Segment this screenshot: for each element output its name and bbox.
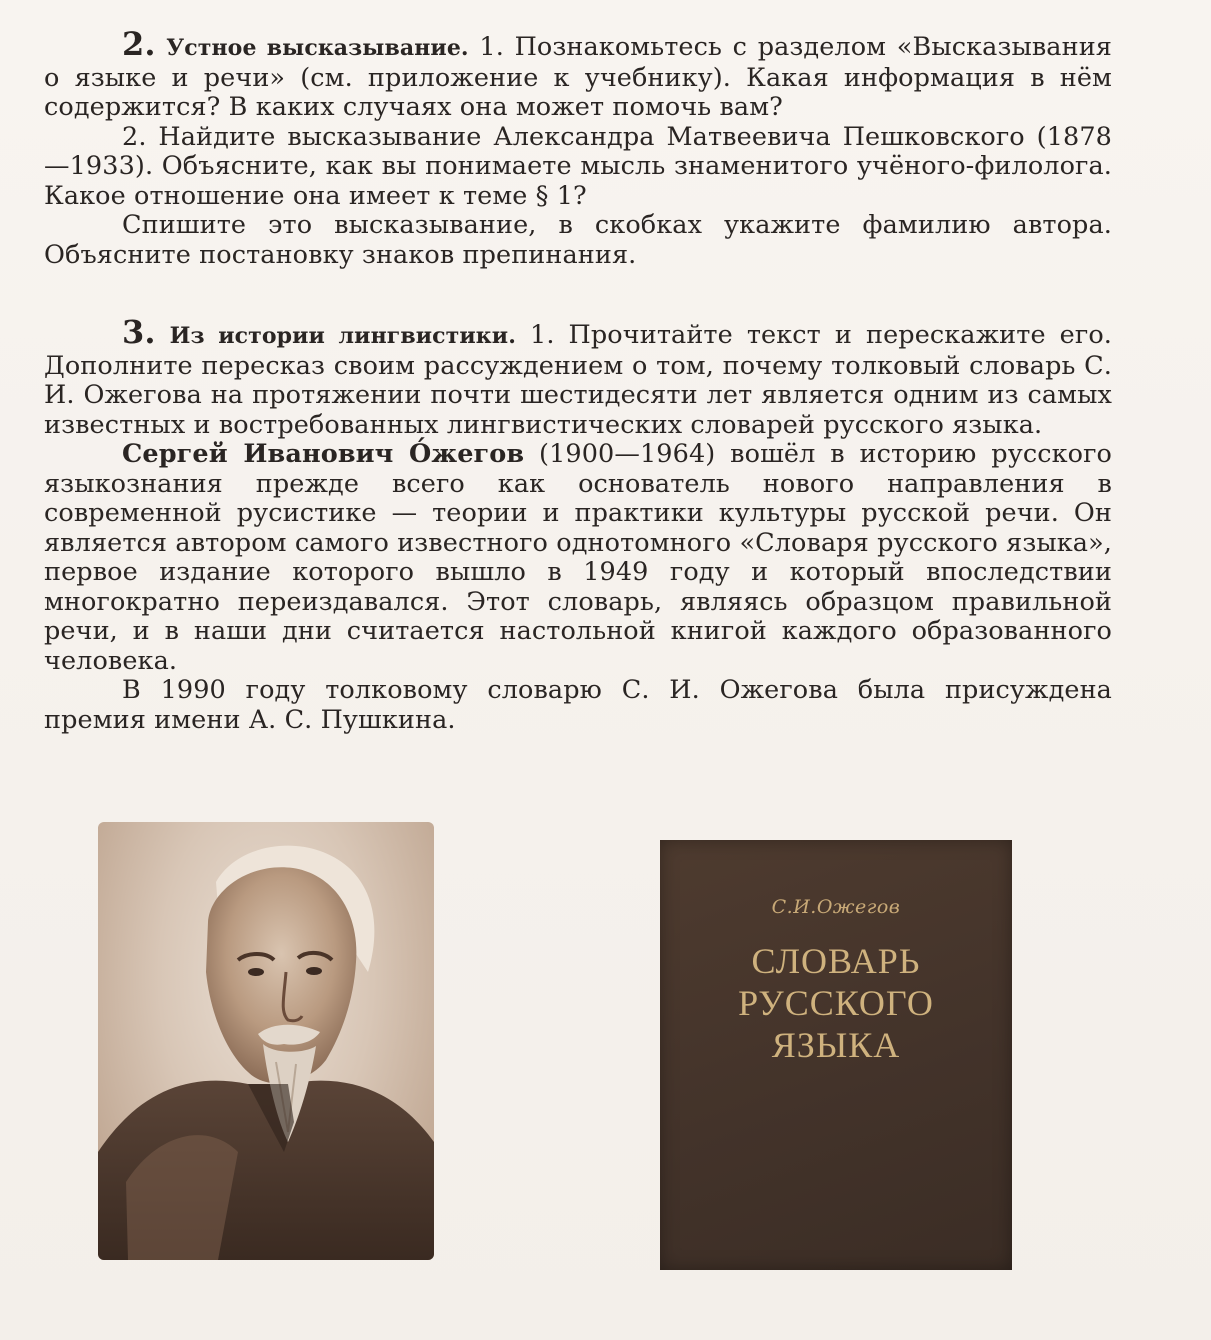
ozhegov-biography <box>44 440 1112 676</box>
exercise-3 <box>44 313 1112 735</box>
exercise-2-number: 2. <box>122 25 156 63</box>
exercise-3-title: Из истории лингвистики. <box>169 323 516 349</box>
ozhegov-name: Сергей Иванович О́жегов <box>122 439 525 469</box>
exercise-2-task-2: 2. Найдите высказывание Александра Матвеевича Пешковского (1878—1933). Объясните, как вы понимаете мысль знаменитого учёного-филолога. Какое отношение она имеет к теме § 1? <box>44 121 1112 211</box>
ozhegov-biography-text: (1900—1964) вошёл в историю русского языкознания прежде всего как основатель нового направления в современной русистике — теории и практики культуры русской речи. Он является автором самого известного однотомного «Словаря русского языка», первое издание которого вышло в 1949 году и который впоследствии многократно переиздавался. Этот словарь, являясь образцом правильной речи, и в наши дни считается настольной книгой каждого образованного человека. <box>44 439 1112 676</box>
pushkin-prize-paragraph: В 1990 году толковому словарю С. И. Ожегова была присуждена премия имени А. С. Пушкина. <box>44 675 1112 735</box>
book-author: С.И.Ожегов <box>771 896 901 918</box>
exercise-2-title: Устное высказывание. <box>166 35 469 61</box>
dictionary-cover-image <box>660 840 1012 1270</box>
exercise-2-task-1: 1. Познакомьтесь с разделом «Высказывания о языке и речи» (см. приложение к учебнику). Какая информация в нём содержится? В каких случаях она может помочь вам? <box>44 32 1112 122</box>
ozhegov-portrait-image <box>98 822 434 1260</box>
exercise-2 <box>44 25 1112 270</box>
book-title-line-3: ЯЗЫКА <box>771 1025 901 1065</box>
exercise-3-number: 3. <box>122 313 156 351</box>
exercise-3-task-1: 1. Прочитайте текст и перескажите его. Дополните пересказ своим рассуждением о том, почему толковый словарь С. И. Ожегова на протяжении почти шестидесяти лет является одним из самых известных и востребованных лингвистических словарей русского языка. <box>44 320 1112 440</box>
book-title-line-2: РУССКОГО <box>738 983 934 1023</box>
exercise-3-intro <box>44 313 1112 440</box>
exercise-2-task-3: Спишите это высказывание, в скобках укажите фамилию автора. Объясните постановку знаков препинания. <box>44 210 1112 270</box>
portrait-drawing <box>98 822 434 1260</box>
exercise-2-intro <box>44 25 1112 123</box>
book-title-line-1: СЛОВАРЬ <box>751 941 921 981</box>
